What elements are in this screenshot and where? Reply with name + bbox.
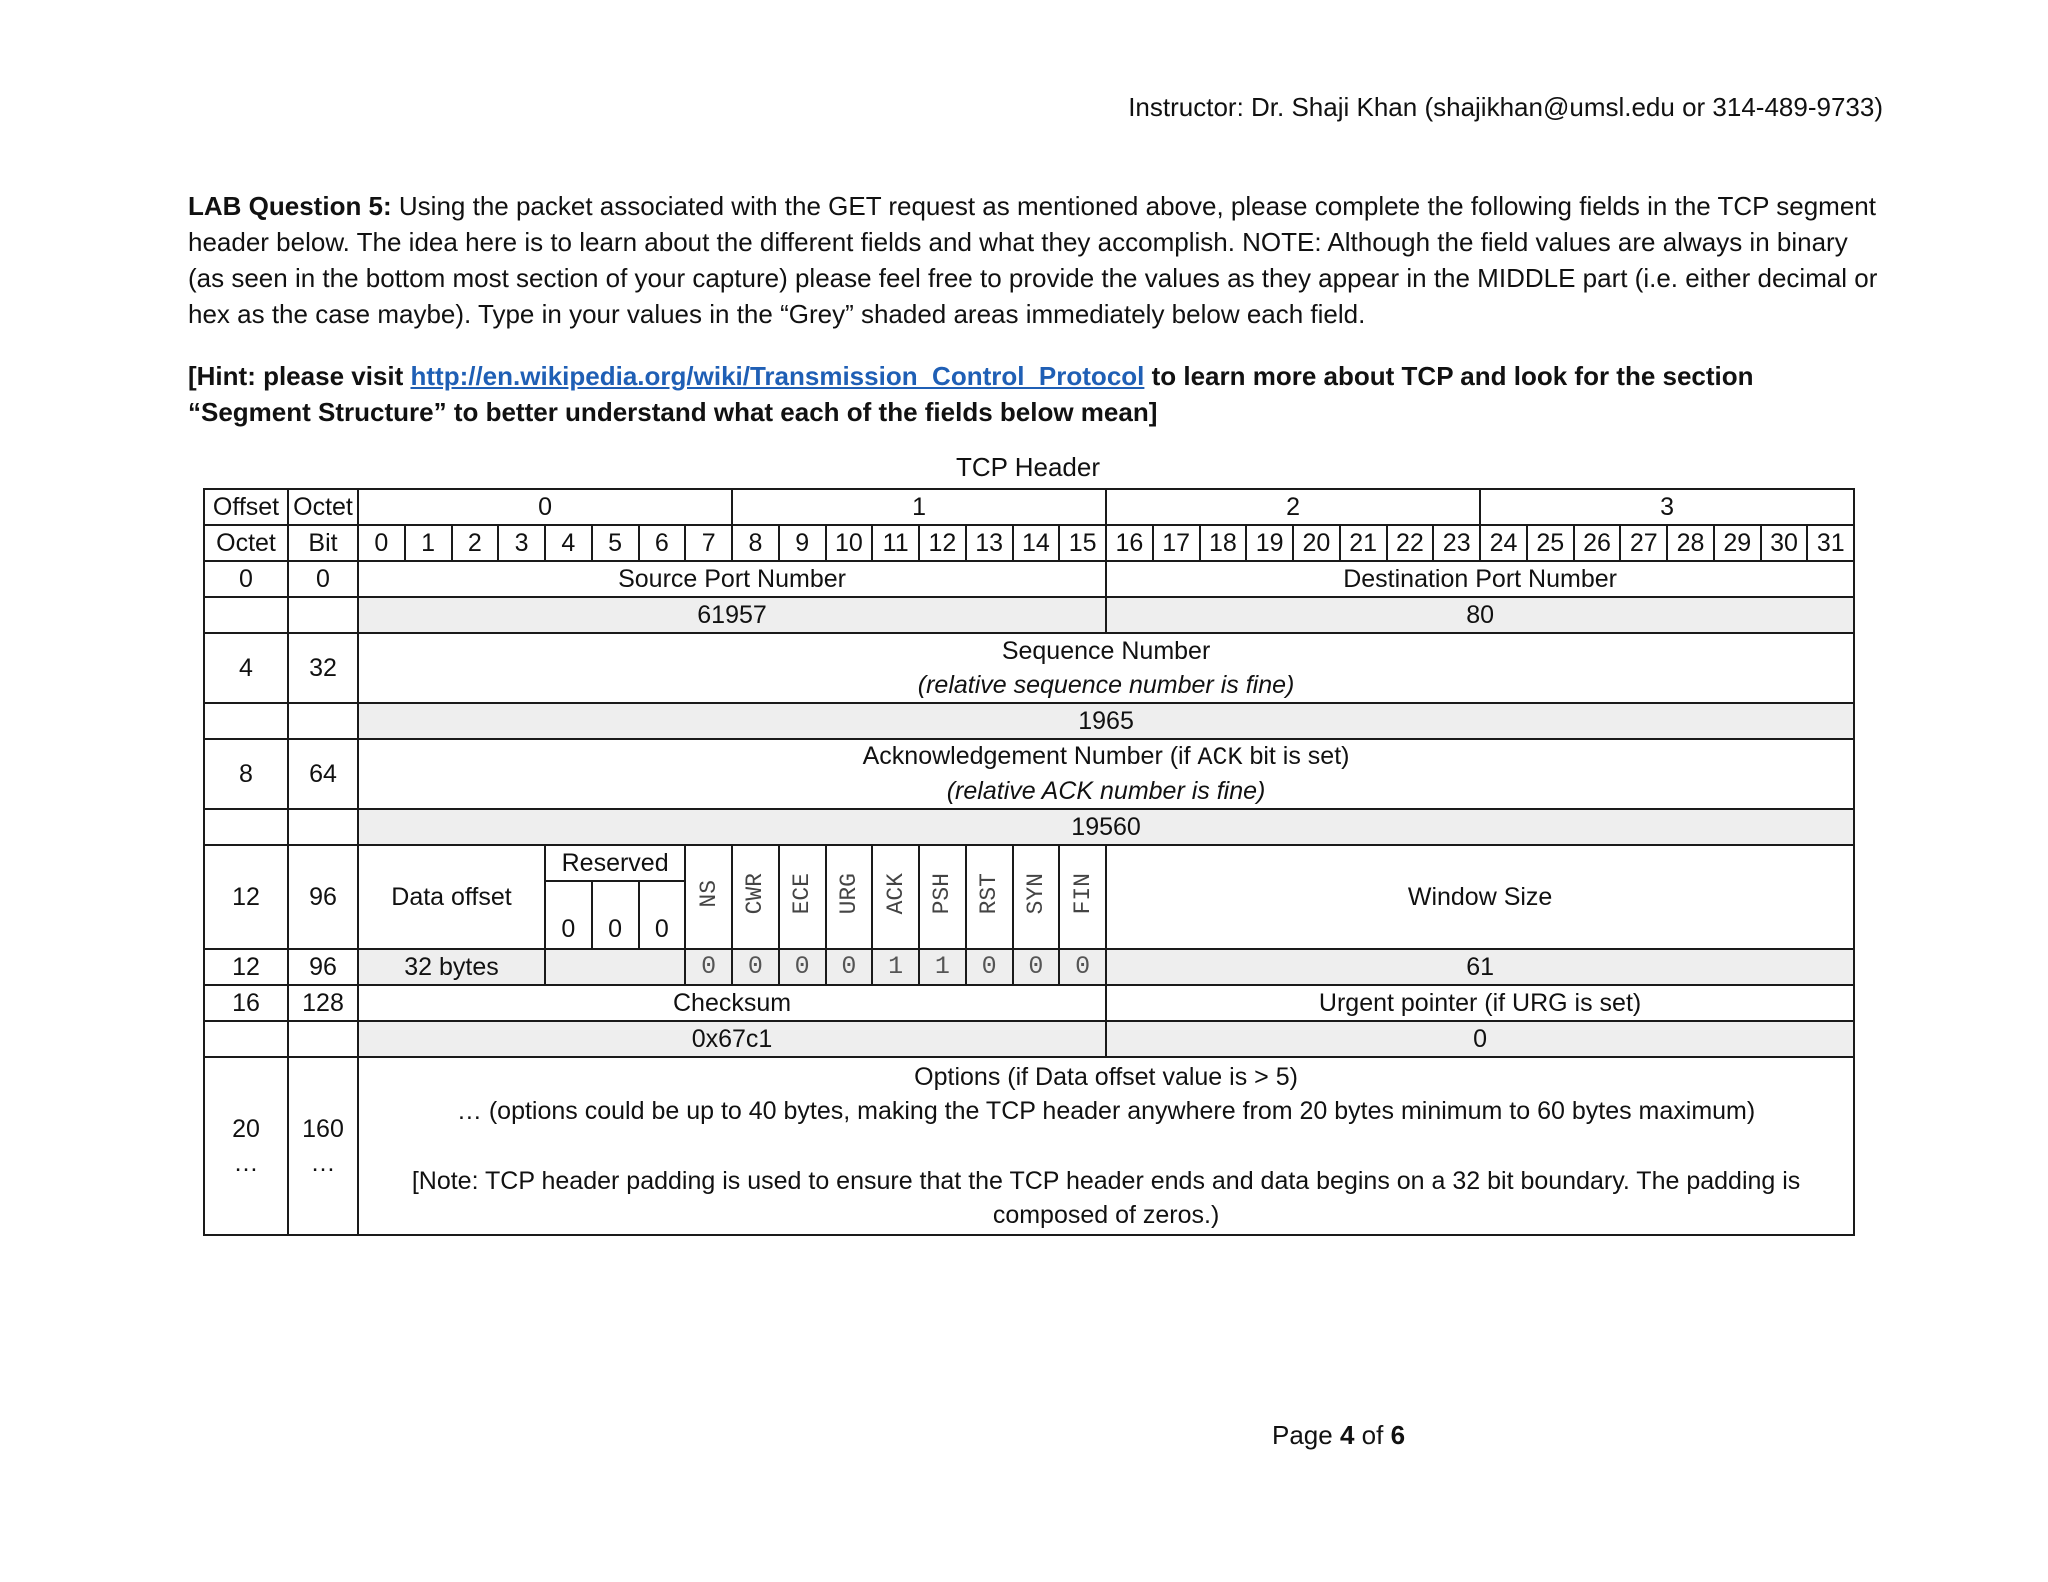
offset-cell: 8 [204,739,288,809]
reserved-value-blank [545,949,685,985]
bit-number: 25 [1527,525,1574,561]
empty-cell [288,703,358,739]
bit-number: 23 [1433,525,1480,561]
empty-cell [204,703,288,739]
bit-number: 10 [826,525,873,561]
row-20 [204,1057,1854,1235]
ack-label-pre: Acknowledgement Number (if [862,742,1198,770]
page-current: 4 [1339,1420,1355,1450]
row-4-label-2 [204,668,1854,703]
offset-cell: 12 [204,949,288,985]
bit-number: 17 [1153,525,1200,561]
empty-cell [204,1021,288,1057]
flag-urg-label [826,845,873,949]
flag-ack-value[interactable]: 1 [872,949,919,985]
offset-cell: 12 [204,845,288,949]
flag-name: PSH [929,872,956,915]
flag-name: ECE [789,872,816,915]
tcp-header-table [203,488,1855,1236]
offset-cell: 16 [204,985,288,1021]
bit-number: 31 [1807,525,1854,561]
window-size-value[interactable]: 61 [1106,949,1854,985]
flag-cwr-value[interactable]: 0 [732,949,779,985]
octet-group-0: 0 [358,489,732,525]
options-cell [358,1057,1854,1235]
flag-syn-value[interactable]: 0 [1013,949,1060,985]
row-16-values [204,1021,1854,1057]
bit-number: 8 [732,525,779,561]
bit-number: 3 [498,525,545,561]
head-octet-2: Octet [204,525,288,561]
bit-number: 1 [405,525,452,561]
bit-cell [288,1057,358,1235]
row-4-label-1 [204,633,1854,668]
reserved-bit: 0 [592,881,639,949]
octet-group-2: 2 [1106,489,1480,525]
bit-cell: 0 [288,561,358,597]
data-offset-value[interactable]: 32 bytes [358,949,545,985]
ack-number-note: (relative ACK number is fine) [358,774,1854,809]
flag-fin-value[interactable]: 0 [1059,949,1106,985]
empty-cell [288,809,358,845]
flag-psh-label [919,845,966,949]
destination-port-value[interactable]: 80 [1106,597,1854,633]
bit-number: 19 [1246,525,1293,561]
bit-cell: 64 [288,739,358,809]
bit-number: 21 [1340,525,1387,561]
bit-number: 20 [1293,525,1340,561]
checksum-label: Checksum [358,985,1106,1021]
bit-number: 24 [1480,525,1527,561]
offset-cell: 4 [204,633,288,703]
sequence-number-value[interactable]: 1965 [358,703,1854,739]
bit-number: 29 [1714,525,1761,561]
bit-number: 4 [545,525,592,561]
row-8-values [204,809,1854,845]
flag-urg-value[interactable]: 0 [826,949,873,985]
empty-cell [288,597,358,633]
bit-number: 18 [1200,525,1247,561]
bit-number: 27 [1620,525,1667,561]
octet-group-1: 1 [732,489,1106,525]
bit-number: 6 [639,525,686,561]
bit-number: 30 [1761,525,1808,561]
reserved-bit: 0 [639,881,686,949]
hint-suffix: to learn more about TCP and look for the section “Segment Structure” to better understand what each of the fields below mean] [188,361,1754,427]
hint-prefix: [Hint: please visit [188,361,411,391]
flag-name: RST [976,872,1003,915]
wikipedia-link[interactable]: http://en.wikipedia.org/wiki/Transmission_Control_Protocol [410,361,1145,391]
row-12-values [204,949,1854,985]
lab-question [188,188,1878,332]
flag-syn-label [1013,845,1060,949]
options-line-2: … (options could be up to 40 bytes, making the TCP header anywhere from 20 bytes minimum to 60 bytes maximum) [456,1097,1756,1125]
flag-name: ACK [882,872,909,915]
options-line-3: [Note: TCP header padding is used to ensure that the TCP header ends and data begins on a 32 bit boundary. The padding is composed of zeros.) [411,1167,1801,1229]
bit-ellipsis: … [310,1149,336,1177]
urgent-pointer-value[interactable]: 0 [1106,1021,1854,1057]
window-size-label: Window Size [1106,845,1854,949]
empty-cell [288,1021,358,1057]
flag-fin-label [1059,845,1106,949]
source-port-label: Source Port Number [358,561,1106,597]
offset-cell [204,1057,288,1235]
row-0-values [204,597,1854,633]
row-8-label-1 [204,739,1854,774]
flag-ack-label [872,845,919,949]
octet-group-3: 3 [1480,489,1854,525]
flag-ece-value[interactable]: 0 [779,949,826,985]
table-caption: TCP Header [955,452,1101,482]
page-mid: of [1354,1420,1391,1450]
ack-number-value[interactable]: 19560 [358,809,1854,845]
destination-port-label: Destination Port Number [1106,561,1854,597]
bit-number: 14 [1013,525,1060,561]
bit-number: 5 [592,525,639,561]
flag-name: CWR [742,872,769,915]
bit-160: 160 [302,1115,344,1143]
flag-psh-value[interactable]: 1 [919,949,966,985]
data-offset-label: Data offset [358,845,545,949]
page-prefix: Page [1272,1420,1340,1450]
page-total: 6 [1390,1420,1406,1450]
sequence-number-note: (relative sequence number is fine) [358,668,1854,703]
bit-cell: 96 [288,949,358,985]
options-line-1: Options (if Data offset value is > 5) [914,1063,1298,1091]
bit-number: 2 [452,525,499,561]
row-8-label-2 [204,774,1854,809]
offset-ellipsis: … [233,1149,259,1177]
ack-label-post: bit is set) [1242,742,1350,770]
flag-rst-value[interactable]: 0 [966,949,1013,985]
flag-ns-label [685,845,732,949]
checksum-value[interactable]: 0x67c1 [358,1021,1106,1057]
head-offset: Offset [204,489,288,525]
bit-number: 9 [779,525,826,561]
bit-number: 12 [919,525,966,561]
bit-number: 15 [1059,525,1106,561]
bit-number: 0 [358,525,405,561]
bit-number: 26 [1574,525,1621,561]
row-12-labels-a [204,845,1854,881]
empty-cell [204,597,288,633]
offset-20: 20 [232,1115,260,1143]
instructor-info: Instructor: Dr. Shaji Khan (shajikhan@umsl.edu or 314-489-9733) [1128,92,1883,122]
bit-number: 22 [1387,525,1434,561]
row-0-labels [204,561,1854,597]
reserved-bit: 0 [545,881,592,949]
bit-number: 16 [1106,525,1153,561]
flag-name: SYN [1022,872,1049,915]
flag-name: NS [695,879,722,908]
sequence-number-label: Sequence Number [358,633,1854,668]
flag-ece-label [779,845,826,949]
head-octet: Octet [288,489,358,525]
flag-name: FIN [1069,872,1096,915]
ack-number-label [358,739,1854,774]
head-bit: Bit [288,525,358,561]
bit-cell: 32 [288,633,358,703]
bit-number: 28 [1667,525,1714,561]
bit-number: 13 [966,525,1013,561]
source-port-value[interactable]: 61957 [358,597,1106,633]
flag-rst-label [966,845,1013,949]
reserved-label: Reserved [545,845,685,881]
bit-header-row [204,525,1854,561]
hint [188,358,1878,430]
octet-header-row [204,489,1854,525]
row-16-labels [204,985,1854,1021]
question-label: LAB Question 5: [188,191,392,221]
empty-cell [204,809,288,845]
flag-ns-value[interactable]: 0 [685,949,732,985]
ack-label-code: ACK [1197,743,1243,772]
bit-cell: 128 [288,985,358,1021]
flag-name: URG [835,872,862,915]
question-text: Using the packet associated with the GET request as mentioned above, please complete the following fields in the TCP segment header below. The idea here is to learn about the different fields and what they accomplish. NOTE: Although the field values are always in binary (as seen in the bottom most section of your capture) please feel free to provide the values as they appear in the MIDDLE part (i.e. either decimal or hex as the case maybe). Type in your values in the “Grey” shaded areas immediately below each field. [188,191,1878,329]
bit-number: 11 [872,525,919,561]
flag-cwr-label [732,845,779,949]
page-number [1272,1420,1405,1451]
bit-number: 7 [685,525,732,561]
bit-cell: 96 [288,845,358,949]
row-4-values [204,703,1854,739]
offset-cell: 0 [204,561,288,597]
urgent-pointer-label: Urgent pointer (if URG is set) [1106,985,1854,1021]
